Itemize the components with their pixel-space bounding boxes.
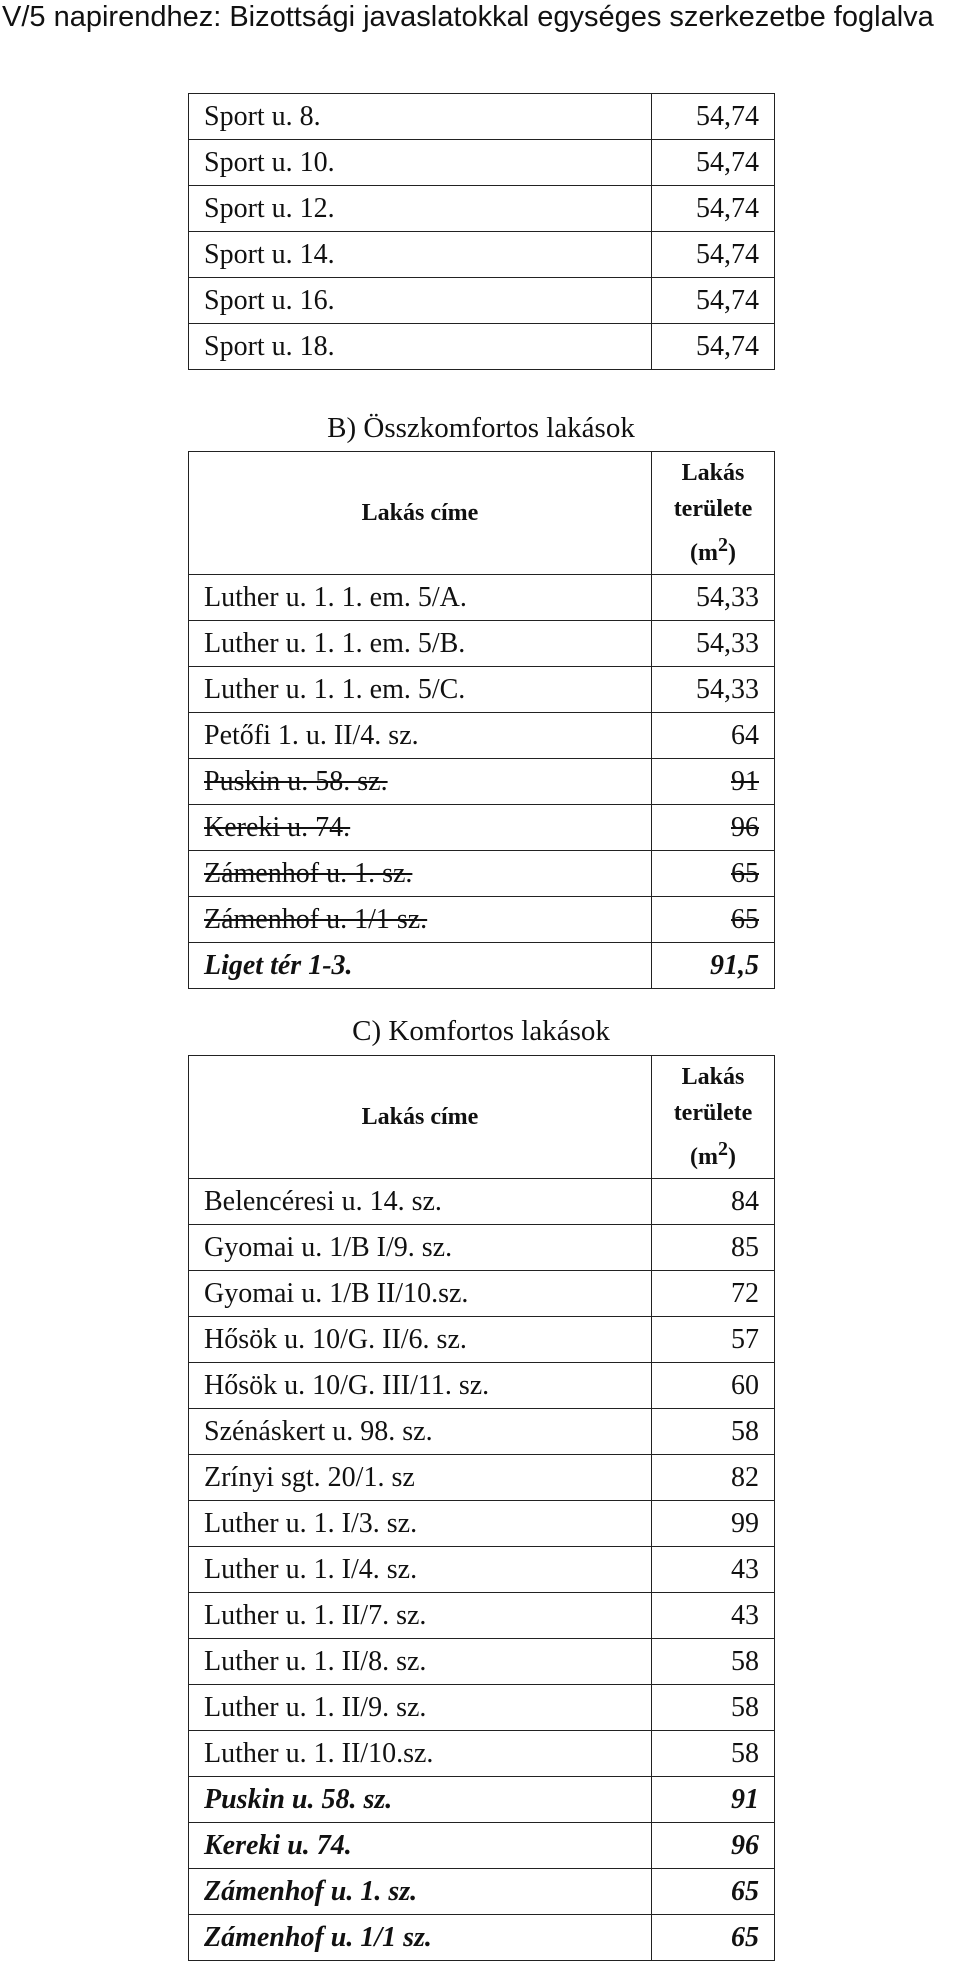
table-row xyxy=(189,1271,775,1317)
area-text: 65 xyxy=(731,1921,759,1953)
address-cell xyxy=(189,759,652,805)
address-cell xyxy=(189,1225,652,1271)
area-text: 60 xyxy=(731,1369,759,1401)
area-text: 58 xyxy=(731,1737,759,1769)
address-text: Zámenhof u. 1/1 sz. xyxy=(204,1921,432,1953)
address-text: Luther u. 1. 1. em. 5/C. xyxy=(204,673,466,705)
area-text: 99 xyxy=(731,1507,759,1539)
area-text: 54,74 xyxy=(696,238,759,270)
area-text: 84 xyxy=(731,1185,759,1217)
table-comfort-apartments xyxy=(188,1055,775,1961)
area-text: 54,74 xyxy=(696,100,759,132)
area-text: 82 xyxy=(731,1461,759,1493)
area-header-sup: 2 xyxy=(717,534,728,556)
address-text: Sport u. 10. xyxy=(204,146,335,178)
section-c-title: C) Komfortos lakások xyxy=(352,1015,610,1047)
address-cell xyxy=(189,621,652,667)
area-text: 65 xyxy=(731,1875,759,1907)
document-header: V/5 napirendhez: Bizottsági javaslatokkal egységes szerkezetbe foglalva xyxy=(2,1,934,33)
address-text: Sport u. 12. xyxy=(204,192,335,224)
area-cell xyxy=(652,1409,775,1455)
area-text: 65 xyxy=(731,903,759,935)
address-text: Luther u. 1. II/10.sz. xyxy=(204,1737,434,1769)
address-cell xyxy=(189,1409,652,1455)
table-row xyxy=(189,1823,775,1869)
table-row xyxy=(189,1409,775,1455)
address-cell xyxy=(189,1777,652,1823)
area-cell xyxy=(652,759,775,805)
address-cell xyxy=(189,1455,652,1501)
area-cell xyxy=(652,713,775,759)
address-cell xyxy=(189,1685,652,1731)
area-text: 43 xyxy=(731,1553,759,1585)
address-text: Zámenhof u. 1. sz. xyxy=(204,857,413,889)
table-sport-addresses xyxy=(188,93,775,370)
section-b-title: B) Összkomfortos lakások xyxy=(327,412,635,444)
table-row xyxy=(189,1363,775,1409)
table-b-body xyxy=(189,575,775,989)
area-cell xyxy=(652,232,775,278)
area-cell xyxy=(652,1179,775,1225)
table-row xyxy=(189,278,775,324)
address-cell xyxy=(189,140,652,186)
address-cell xyxy=(189,667,652,713)
address-text: Zámenhof u. 1/1 sz. xyxy=(204,903,428,935)
area-cell xyxy=(652,1225,775,1271)
area-text: 54,33 xyxy=(696,673,759,705)
area-cell xyxy=(652,621,775,667)
area-text: 72 xyxy=(731,1277,759,1309)
area-cell xyxy=(652,805,775,851)
address-cell xyxy=(189,1823,652,1869)
table-row xyxy=(189,324,775,370)
table-row xyxy=(189,667,775,713)
table-row xyxy=(189,1639,775,1685)
area-cell xyxy=(652,943,775,989)
area-header-unit: (m xyxy=(690,540,718,566)
address-cell xyxy=(189,1317,652,1363)
table-row xyxy=(189,1731,775,1777)
address-text: Luther u. 1. II/7. sz. xyxy=(204,1599,427,1631)
address-text: Luther u. 1. 1. em. 5/B. xyxy=(204,627,466,659)
address-text: Sport u. 16. xyxy=(204,284,335,316)
area-text: 91 xyxy=(731,765,759,797)
address-cell xyxy=(189,1639,652,1685)
address-cell xyxy=(189,1363,652,1409)
area-text: 54,33 xyxy=(696,627,759,659)
table-row xyxy=(189,1225,775,1271)
area-cell xyxy=(652,1777,775,1823)
area-cell xyxy=(652,140,775,186)
address-cell xyxy=(189,1179,652,1225)
address-cell xyxy=(189,1593,652,1639)
area-cell xyxy=(652,667,775,713)
address-text: Luther u. 1. 1. em. 5/A. xyxy=(204,581,467,613)
area-cell xyxy=(652,897,775,943)
address-text: Hősök u. 10/G. II/6. sz. xyxy=(204,1323,467,1355)
area-text: 91,5 xyxy=(710,949,759,981)
area-cell xyxy=(652,1271,775,1317)
address-cell xyxy=(189,1731,652,1777)
address-cell xyxy=(189,943,652,989)
table-row xyxy=(189,1179,775,1225)
table-row xyxy=(189,1915,775,1961)
table-row xyxy=(189,186,775,232)
area-text: 64 xyxy=(731,719,759,751)
area-text: 58 xyxy=(731,1645,759,1677)
address-text: Gyomai u. 1/B II/10.sz. xyxy=(204,1277,469,1309)
table-header-row xyxy=(189,452,775,575)
area-text: 54,33 xyxy=(696,581,759,613)
table-a-body xyxy=(189,94,775,370)
table-row xyxy=(189,1685,775,1731)
table-row xyxy=(189,759,775,805)
area-cell xyxy=(652,1639,775,1685)
area-text: 54,74 xyxy=(696,146,759,178)
area-header-line1: Lakás xyxy=(681,1064,745,1090)
area-text: 43 xyxy=(731,1599,759,1631)
area-cell xyxy=(652,94,775,140)
area-text: 91 xyxy=(731,1783,759,1815)
area-text: 96 xyxy=(731,1829,759,1861)
table-row xyxy=(189,621,775,667)
table-row xyxy=(189,1501,775,1547)
area-cell xyxy=(652,1501,775,1547)
area-cell xyxy=(652,1455,775,1501)
area-cell xyxy=(652,278,775,324)
area-text: 96 xyxy=(731,811,759,843)
area-cell xyxy=(652,1547,775,1593)
address-cell xyxy=(189,851,652,897)
table-row xyxy=(189,897,775,943)
area-header-unit: (m xyxy=(690,1144,718,1170)
area-header-line2: területe xyxy=(673,1100,753,1126)
table-row xyxy=(189,1317,775,1363)
address-text: Gyomai u. 1/B I/9. sz. xyxy=(204,1231,453,1263)
address-text: Petőfi 1. u. II/4. sz. xyxy=(204,719,419,751)
table-row xyxy=(189,943,775,989)
address-text: Hősök u. 10/G. III/11. sz. xyxy=(204,1369,490,1401)
address-cell xyxy=(189,805,652,851)
address-text: Kereki u. 74. xyxy=(204,1829,352,1861)
area-cell xyxy=(652,1363,775,1409)
address-text: Puskin u. 58. sz. xyxy=(204,765,388,797)
area-cell xyxy=(652,1869,775,1915)
address-cell xyxy=(189,186,652,232)
table-row xyxy=(189,94,775,140)
table-row xyxy=(189,1547,775,1593)
address-cell xyxy=(189,232,652,278)
address-cell xyxy=(189,1547,652,1593)
address-text: Liget tér 1-3. xyxy=(204,949,353,981)
area-cell xyxy=(652,1915,775,1961)
area-text: 85 xyxy=(731,1231,759,1263)
table-full-comfort-apartments xyxy=(188,451,775,989)
area-header-close: ) xyxy=(727,1144,736,1170)
table-row xyxy=(189,1593,775,1639)
address-text: Luther u. 1. II/8. sz. xyxy=(204,1645,427,1677)
area-text: 54,74 xyxy=(696,284,759,316)
area-text: 54,74 xyxy=(696,192,759,224)
table-row xyxy=(189,713,775,759)
address-text: Zámenhof u. 1. sz. xyxy=(204,1875,418,1907)
column-header-area xyxy=(652,1056,775,1179)
column-header-address: Lakás címe xyxy=(189,452,652,575)
address-text: Sport u. 8. xyxy=(204,100,321,132)
area-header-close: ) xyxy=(727,540,736,566)
table-row xyxy=(189,1455,775,1501)
address-cell xyxy=(189,1869,652,1915)
area-cell xyxy=(652,1593,775,1639)
address-cell xyxy=(189,897,652,943)
area-cell xyxy=(652,1685,775,1731)
table-row xyxy=(189,1777,775,1823)
area-header-sup: 2 xyxy=(717,1138,728,1160)
area-text: 58 xyxy=(731,1415,759,1447)
area-cell xyxy=(652,186,775,232)
column-header-area xyxy=(652,452,775,575)
address-cell xyxy=(189,713,652,759)
address-cell xyxy=(189,94,652,140)
area-header-line1: Lakás xyxy=(681,460,745,486)
address-cell xyxy=(189,575,652,621)
area-cell xyxy=(652,1731,775,1777)
address-cell xyxy=(189,1915,652,1961)
table-row xyxy=(189,805,775,851)
address-text: Sport u. 18. xyxy=(204,330,335,362)
area-cell xyxy=(652,851,775,897)
area-text: 57 xyxy=(731,1323,759,1355)
address-text: Zrínyi sgt. 20/1. sz xyxy=(204,1461,415,1493)
area-text: 58 xyxy=(731,1691,759,1723)
address-cell xyxy=(189,1501,652,1547)
area-text: 54,74 xyxy=(696,330,759,362)
area-cell xyxy=(652,1317,775,1363)
address-text: Luther u. 1. I/3. sz. xyxy=(204,1507,418,1539)
area-cell xyxy=(652,324,775,370)
area-cell xyxy=(652,575,775,621)
address-text: Puskin u. 58. sz. xyxy=(204,1783,393,1815)
address-text: Luther u. 1. I/4. sz. xyxy=(204,1553,418,1585)
address-text: Kereki u. 74. xyxy=(204,811,351,843)
address-cell xyxy=(189,324,652,370)
address-cell xyxy=(189,278,652,324)
table-header-row xyxy=(189,1056,775,1179)
address-text: Sport u. 14. xyxy=(204,238,335,270)
address-text: Belencéresi u. 14. sz. xyxy=(204,1185,442,1217)
column-header-address: Lakás címe xyxy=(189,1056,652,1179)
address-text: Luther u. 1. II/9. sz. xyxy=(204,1691,427,1723)
area-text: 65 xyxy=(731,857,759,889)
table-row xyxy=(189,575,775,621)
area-header-line2: területe xyxy=(673,496,753,522)
table-row xyxy=(189,1869,775,1915)
table-row xyxy=(189,140,775,186)
table-c-body xyxy=(189,1179,775,1961)
table-row xyxy=(189,232,775,278)
area-cell xyxy=(652,1823,775,1869)
address-cell xyxy=(189,1271,652,1317)
table-row xyxy=(189,851,775,897)
address-text: Szénáskert u. 98. sz. xyxy=(204,1415,433,1447)
